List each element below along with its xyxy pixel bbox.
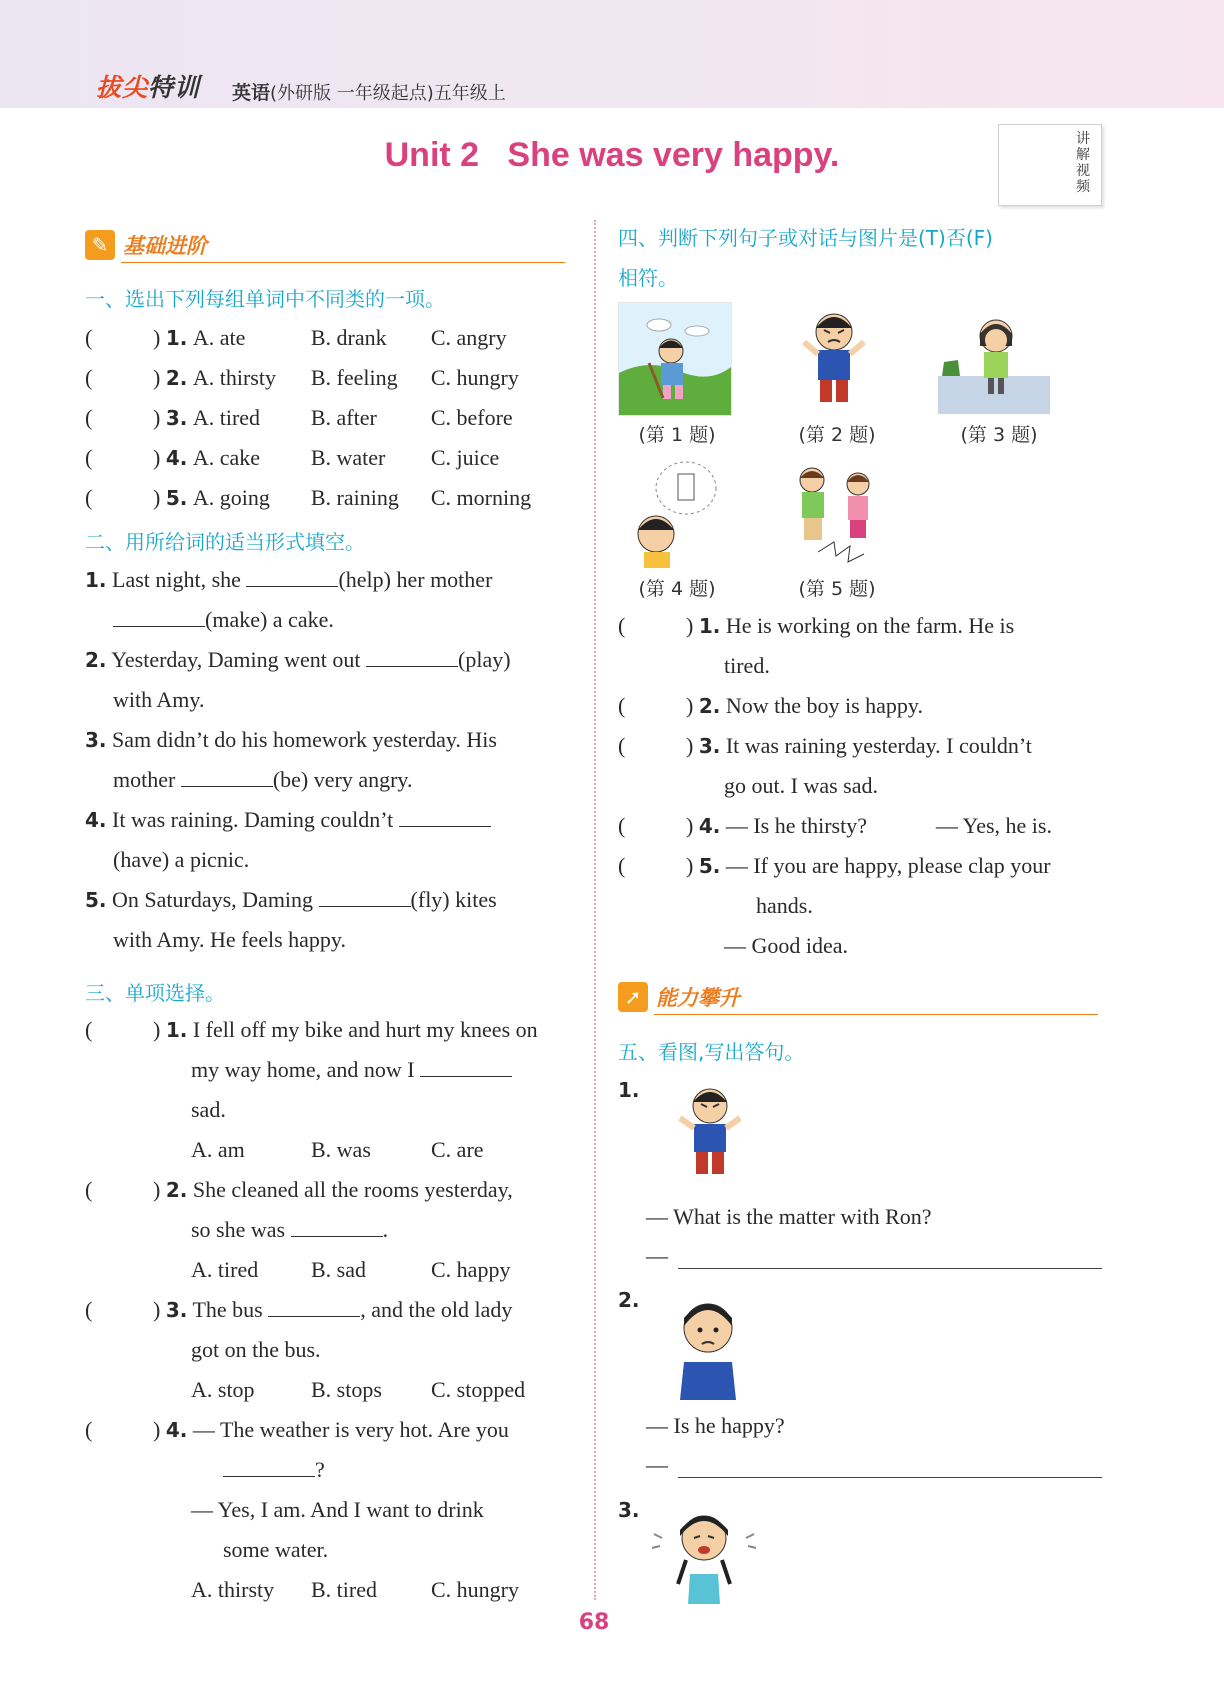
- answer-blank[interactable]: [319, 884, 411, 907]
- tf-question-1: ( ) 1. He is working on the farm. He is: [618, 613, 1015, 638]
- thirsty-boy-illustration: [618, 456, 730, 568]
- mc-question-3: ( ) 3. The bus , and the old lady: [85, 1290, 580, 1330]
- section-underline: [654, 1014, 1098, 1015]
- question-5: 5. On Saturdays, Daming (fly) kites: [85, 880, 575, 920]
- list-item: ( ) 2. A. thirsty B. feeling C. hungry: [85, 365, 519, 390]
- mc-options: A. tired B. sad C. happy: [191, 1257, 511, 1282]
- mc-question-3-cont: got on the bus.: [191, 1337, 321, 1362]
- picture-caption: (第 3 题): [960, 424, 1038, 446]
- answer-blank[interactable]: [420, 1054, 512, 1077]
- question-5-cont: with Amy. He feels happy.: [113, 927, 346, 952]
- part5-number: 1.: [618, 1078, 640, 1102]
- list-item: ( ) 1. A. ate B. drank C. angry: [85, 325, 507, 350]
- question-4-cont: (have) a picnic.: [113, 847, 250, 872]
- mc-options: A. thirsty B. tired C. hungry: [191, 1577, 519, 1602]
- picture-thirsty-boy: [618, 456, 730, 568]
- part2-list: [85, 560, 575, 960]
- part4-list: [618, 606, 1108, 966]
- unit-title: Unit 2 She was very happy.: [384, 136, 840, 174]
- rocket-icon: ➚: [618, 982, 648, 1012]
- tf-question-4: ( ) 4. — Is he thirsty? — Yes, he is.: [618, 813, 1052, 838]
- part4-heading-cont: 相符。: [618, 266, 678, 290]
- tf-question-5-cont: hands.: [756, 893, 813, 918]
- list-item: ( ) 5. A. going B. raining C. morning: [85, 485, 532, 510]
- mc-question-4: ( ) 4. — The weather is very hot. Are you: [85, 1417, 509, 1442]
- question-4: 4. It was raining. Daming couldn’t: [85, 800, 575, 840]
- brand-logo: 拔尖特训: [96, 73, 201, 102]
- mc-question-1-cont: my way home, and now I: [85, 1050, 580, 1090]
- section-title: 能力攀升: [656, 986, 740, 1010]
- mc-question-1-cont: sad.: [191, 1097, 226, 1122]
- answer-blank[interactable]: [268, 1294, 360, 1317]
- tf-question-5: ( ) 5. — If you are happy, please clap your: [618, 853, 1051, 878]
- column-divider: [594, 220, 596, 1600]
- answer-blank[interactable]: [181, 764, 273, 787]
- sad-boy-illustration: [660, 1290, 760, 1400]
- tf-question-2: ( ) 2. Now the boy is happy.: [618, 693, 924, 718]
- clapping-kids-illustration: [778, 456, 890, 568]
- section-header-basic: [85, 228, 570, 264]
- list-item: ( ) 3. A. tired B. after C. before: [85, 405, 513, 430]
- video-qr-box[interactable]: [998, 124, 1102, 206]
- mc-question-4-reply: — Yes, I am. And I want to drink: [191, 1497, 484, 1522]
- answer-line[interactable]: [678, 1477, 1102, 1478]
- tf-question-3: ( ) 3. It was raining yesterday. I couldn’t: [618, 733, 1032, 758]
- answer-blank[interactable]: [223, 1454, 315, 1477]
- part5-number: 3.: [618, 1498, 640, 1522]
- picture-angry-ron: [660, 1078, 760, 1188]
- subject-line: 英语(外研版 一年级起点)五年级上: [232, 82, 506, 104]
- question-1: 1. Last night, she (help) her mother: [85, 560, 575, 600]
- mc-question-1: ( ) 1. I fell off my bike and hurt my knees on: [85, 1017, 538, 1042]
- video-label: 讲解视频: [1076, 131, 1090, 195]
- part3-heading: 三、单项选择。: [85, 981, 225, 1005]
- list-item: ( ) 4. A. cake B. water C. juice: [85, 445, 500, 470]
- picture-clapping-kids: [778, 456, 890, 568]
- section-underline: [121, 262, 565, 263]
- question-3: 3. Sam didn’t do his homework yesterday. His: [85, 727, 497, 752]
- picture-caption: (第 1 题): [638, 424, 716, 446]
- sad-girl-illustration: [938, 302, 1050, 414]
- pencil-icon: ✎: [85, 230, 115, 260]
- tf-question-5-reply: — Good idea.: [724, 933, 849, 958]
- mc-options: A. am B. was C. are: [191, 1137, 484, 1162]
- mc-question-4-cont: ?: [85, 1450, 580, 1490]
- answer-blank[interactable]: [113, 604, 205, 627]
- angry-boy-illustration: [778, 302, 890, 414]
- crying-girl-illustration: [648, 1494, 758, 1604]
- picture-sad-boy: [660, 1290, 760, 1400]
- mc-question-2-cont: so she was .: [85, 1210, 580, 1250]
- page-number: 68: [578, 1610, 610, 1635]
- section-header-advanced: [618, 980, 1103, 1016]
- answer-blank[interactable]: [366, 644, 458, 667]
- part5-q2-ask: — Is he happy?: [646, 1413, 785, 1438]
- picture-angry-boy: [778, 302, 890, 414]
- part1-heading: 一、选出下列每组单词中不同类的一项。: [85, 287, 445, 311]
- picture-caption: (第 2 题): [798, 424, 876, 446]
- part2-heading: 二、用所给词的适当形式填空。: [85, 530, 365, 554]
- answer-blank[interactable]: [291, 1214, 383, 1237]
- section-title: 基础进阶: [123, 234, 207, 258]
- angry-ron-illustration: [660, 1078, 760, 1188]
- question-2: 2. Yesterday, Daming went out (play): [85, 640, 575, 680]
- mc-question-2: ( ) 2. She cleaned all the rooms yesterday,: [85, 1177, 513, 1202]
- part4-heading: 四、判断下列句子或对话与图片是(T)否(F): [618, 226, 993, 250]
- tf-question-1-cont: tired.: [724, 653, 770, 678]
- mc-options: A. stop B. stops C. stopped: [191, 1377, 526, 1402]
- picture-crying-girl: [648, 1494, 758, 1604]
- part5-q1-ask: — What is the matter with Ron?: [646, 1204, 932, 1229]
- part1-list: [85, 318, 575, 518]
- mc-question-4-reply-cont: some water.: [223, 1537, 329, 1562]
- farm-boy-illustration: [619, 303, 731, 415]
- picture-caption: (第 5 题): [798, 578, 876, 600]
- part5-heading: 五、看图,写出答句。: [618, 1040, 805, 1064]
- part5-q1-dash: —: [646, 1243, 668, 1268]
- question-1-cont: (make) a cake.: [85, 600, 575, 640]
- answer-blank[interactable]: [246, 564, 338, 587]
- picture-sad-girl: [938, 302, 1050, 414]
- qr-code-icon: [1009, 135, 1071, 197]
- answer-blank[interactable]: [399, 804, 491, 827]
- tf-question-3-cont: go out. I was sad.: [724, 773, 878, 798]
- question-3-cont: mother (be) very angry.: [85, 760, 575, 800]
- question-2-cont: with Amy.: [113, 687, 205, 712]
- picture-farm-boy: [618, 302, 732, 416]
- answer-line[interactable]: [678, 1268, 1102, 1269]
- picture-caption: (第 4 题): [638, 578, 716, 600]
- part5-q2-dash: —: [646, 1452, 668, 1477]
- part3-list: [85, 1010, 580, 1610]
- part5-number: 2.: [618, 1288, 640, 1312]
